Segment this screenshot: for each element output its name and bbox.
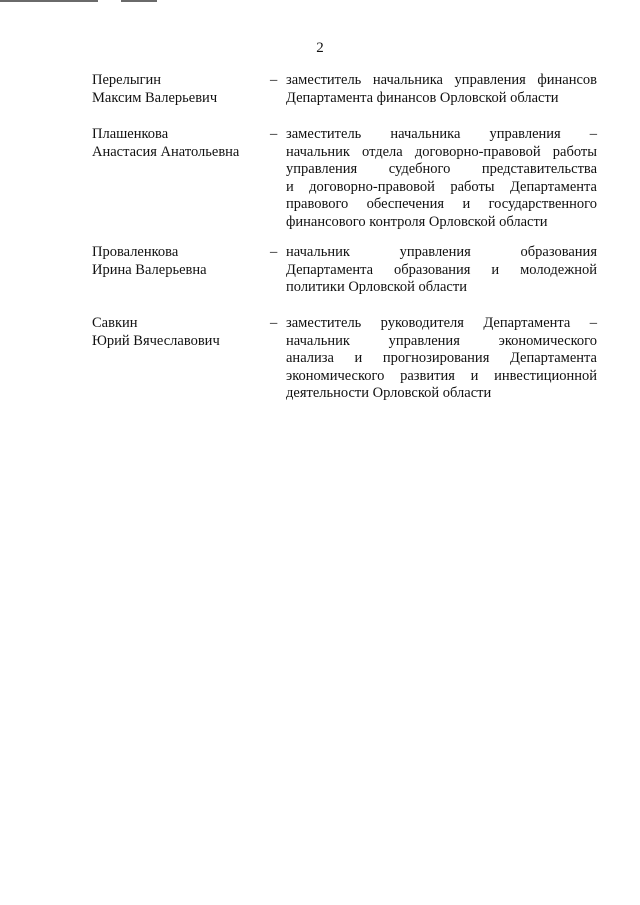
official-name [92, 72, 267, 107]
dash-separator: – [270, 126, 278, 142]
official-name [92, 315, 267, 350]
position-line: анализа и прогнозирования Департамента [286, 350, 597, 366]
page-number: 2 [316, 40, 324, 56]
dash-separator: – [270, 244, 278, 260]
position-line: управления судебного представительства [286, 161, 597, 177]
position-line: начальник отдела договорно-правовой работы [286, 143, 597, 160]
position-line: заместитель начальника управления финансов [286, 72, 597, 88]
official-position [286, 72, 597, 107]
official-surname: Плашенкова [92, 126, 169, 142]
position-line: начальник управления образования [286, 244, 597, 260]
official-position [286, 126, 597, 231]
position-line: Департамента финансов Орловской области [286, 89, 559, 106]
official-name [92, 244, 267, 279]
official-given-name: Юрий Вячеславович [92, 332, 220, 349]
position-line: политики Орловской области [286, 279, 467, 295]
dash-separator: – [270, 72, 278, 88]
official-surname: Проваленкова [92, 244, 179, 260]
official-given-name: Максим Валерьевич [92, 89, 218, 106]
position-line: начальник управления экономического [286, 332, 597, 349]
official-given-name: Анастасия Анатольевна [92, 143, 240, 160]
position-line: экономического развития и инвестиционной [286, 367, 597, 384]
position-line: Департамента образования и молодежной [286, 261, 597, 278]
official-position [286, 315, 597, 403]
position-line: деятельности Орловской области [286, 385, 492, 401]
official-given-name: Ирина Валерьевна [92, 261, 207, 278]
position-line: заместитель руководителя Департамента – [286, 315, 597, 331]
scan-edge-mark [121, 0, 157, 2]
position-line: финансового контроля Орловской области [286, 213, 548, 230]
official-position [286, 244, 597, 297]
position-line: правового обеспечения и государственного [286, 196, 597, 212]
official-name [92, 126, 267, 161]
dash-separator: – [270, 315, 278, 331]
position-line: заместитель начальника управления – [286, 126, 597, 142]
scan-edge-mark [0, 0, 98, 2]
official-surname: Савкин [92, 315, 138, 331]
official-surname: Перелыгин [92, 72, 162, 88]
position-line: и договорно-правовой работы Департамента [286, 178, 597, 195]
